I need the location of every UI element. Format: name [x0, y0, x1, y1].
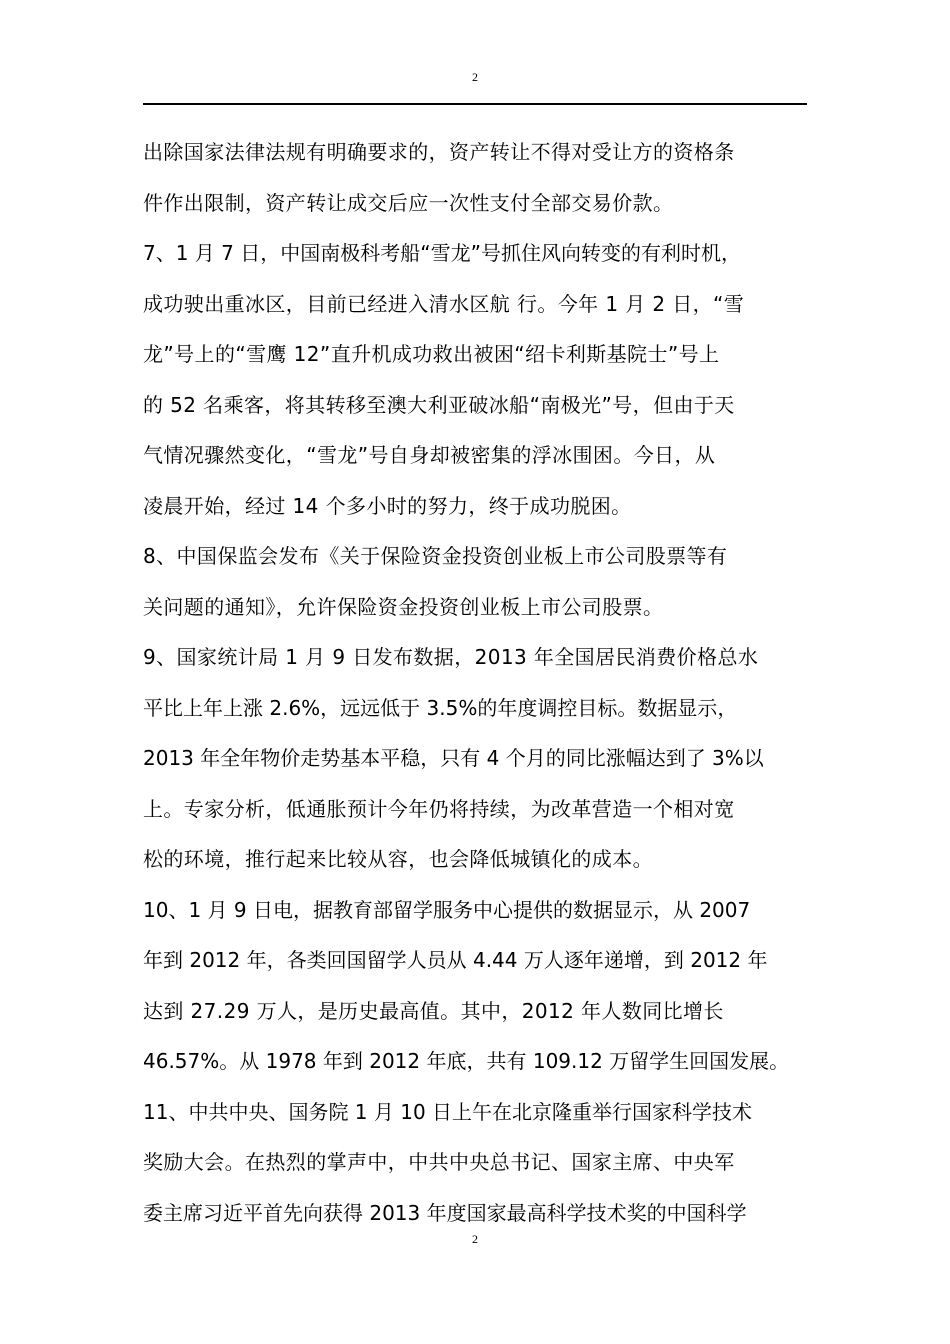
text-line: 委主席习近平首先向获得 2013 年度国家最高科学技术奖的中国科学	[143, 1200, 747, 1225]
header-page-number: 2	[472, 70, 478, 84]
document-body	[143, 127, 807, 1238]
text-line: 件作出限制，资产转让成交后应一次性支付全部交易价款。	[143, 190, 674, 215]
text-line: 成功驶出重冰区，目前已经进入清水区航 行。今年 1 月 2 日，“雪	[143, 291, 745, 316]
text-line: 凌晨开始，经过 14 个多小时的努力，终于成功脱困。	[143, 493, 632, 518]
text-line: 关问题的通知》，允许保险资金投资创业板上市公司股票。	[143, 594, 664, 619]
text-line: 46.57%。从 1978 年到 2012 年底，共有 109.12 万留学生回国发展。	[143, 1049, 790, 1073]
text-line: 2013 年全年物价走势基本平稳，只有 4 个月的同比涨幅达到了 3%以	[143, 746, 764, 770]
header-rule	[143, 103, 807, 105]
text-line: 年到 2012 年，各类回国留学人员从 4.44 万人逐年递增，到 2012 年	[143, 948, 768, 972]
text-line: 的 52 名乘客，将其转移至澳大利亚破冰船“南极光”号，但由于天	[143, 392, 735, 417]
text-line: 出除国家法律法规有明确要求的，资产转让不得对受让方的资格条	[143, 140, 735, 164]
text-line: 平比上年上涨 2.6%，远远低于 3.5%的年度调控目标。数据显示，	[143, 695, 738, 720]
text-line: 9、国家统计局 1 月 9 日发布数据，2013 年全国居民消费价格总水	[143, 645, 759, 669]
text-line: 达到 27.29 万人，是历史最高值。其中，2012 年人数同比增长	[143, 998, 724, 1023]
footer-page-number: 2	[472, 1232, 478, 1246]
text-line: 奖励大会。在热烈的掌声中，中共中央总书记、国家主席、中央军	[143, 1150, 735, 1174]
text-line: 7、1 月 7 日，中国南极科考船“雪龙”号抓住风向转变的有利时机，	[143, 241, 741, 265]
text-line: 11、中共中央、国务院 1 月 10 日上午在北京隆重举行国家科学技术	[143, 1099, 753, 1124]
text-line: 10、1 月 9 日电，据教育部留学服务中心提供的数据显示，从 2007	[143, 897, 751, 922]
text-line: 8、中国保监会发布《关于保险资金投资创业板上市公司股票等有	[143, 544, 728, 568]
text-line: 上。专家分析，低通胀预计今年仍将持续，为改革营造一个相对宽	[143, 796, 735, 821]
text-line: 松的环境，推行起来比较从容，也会降低城镇化的成本。	[143, 847, 653, 871]
text-line: 气情况骤然变化，“雪龙”号自身却被密集的浮冰围困。今日，从	[143, 443, 716, 467]
text-line: 龙”号上的“雪鹰 12”直升机成功救出被困“绍卡利斯基院士”号上	[143, 342, 720, 366]
